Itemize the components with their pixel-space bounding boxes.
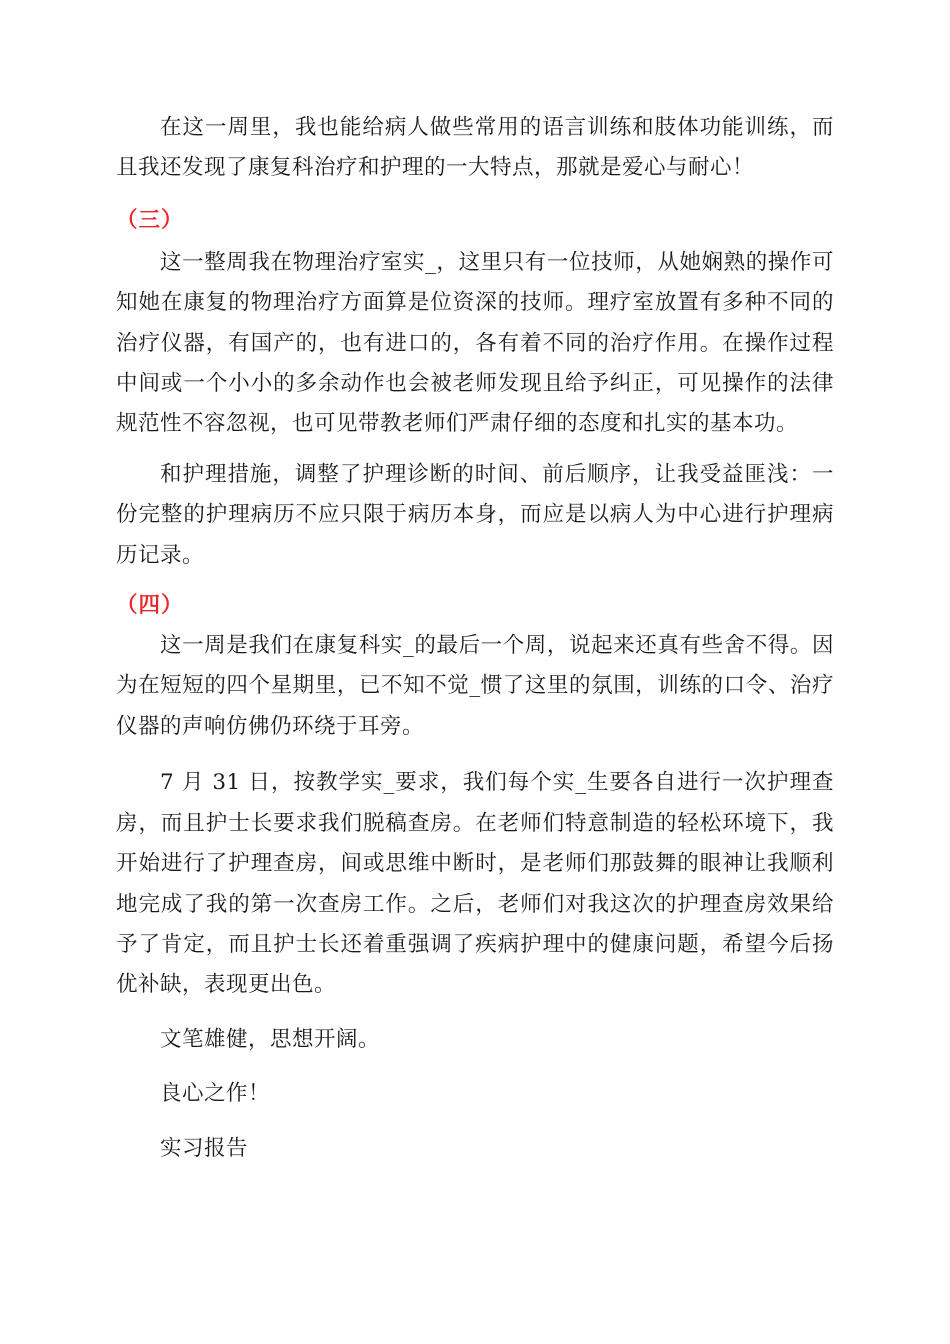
paragraph: 文笔雄健，思想开阔。: [160, 1026, 381, 1052]
paragraph: 这一整周我在物理治疗室实_，这里只有一位技师，从她娴熟的操作可知她在康复的物理治疗方面算是位资深的技师。理疗室放置有多种不同的治疗仪器，有国产的，也有进口的，各有着不同的治疗作用。在操作过程中间或一个小小的多余动作也会被老师发现且给予纠正，可见操作的法律规范性不容忽视，也可见带教老师们严肃仔细的态度和扎实的基本功。: [116, 249, 834, 437]
section-heading: （三）: [116, 207, 184, 233]
document-page: [116, 108, 834, 1169]
paragraph: 实习报告: [160, 1135, 249, 1161]
paragraph: 7 月 31 日，按教学实_要求，我们每个实_生要各自进行一次护理查房，而且护士长要求我们脱稿查房。在老师们特意制造的轻松环境下，我开始进行了护理查房，间或思维中断时，是老师们那鼓舞的眼神让我顺利地完成了我的第一次查房工作。之后，老师们对我这次的护理查房效果给予了肯定，而且护士长还着重强调了疾病护理中的健康问题，希望今后扬优补缺，表现更出色。: [116, 770, 834, 998]
paragraph: 在这一周里，我也能给病人做些常用的语言训练和肢体功能训练，而且我还发现了康复科治疗和护理的一大特点，那就是爱心与耐心！: [116, 115, 834, 181]
section-heading: （四）: [116, 593, 184, 619]
paragraph: 这一周是我们在康复科实_的最后一个周，说起来还真有些舍不得。因为在短短的四个星期里，已不知不觉_惯了这里的氛围，训练的口令、治疗仪器的声响仿佛仍环绕于耳旁。: [116, 633, 834, 739]
paragraph: 良心之作！: [160, 1081, 271, 1107]
paragraph: 和护理措施，调整了护理诊断的时间、前后顺序，让我受益匪浅：一份完整的护理病历不应只限于病历本身，而应是以病人为中心进行护理病历记录。: [116, 461, 834, 568]
